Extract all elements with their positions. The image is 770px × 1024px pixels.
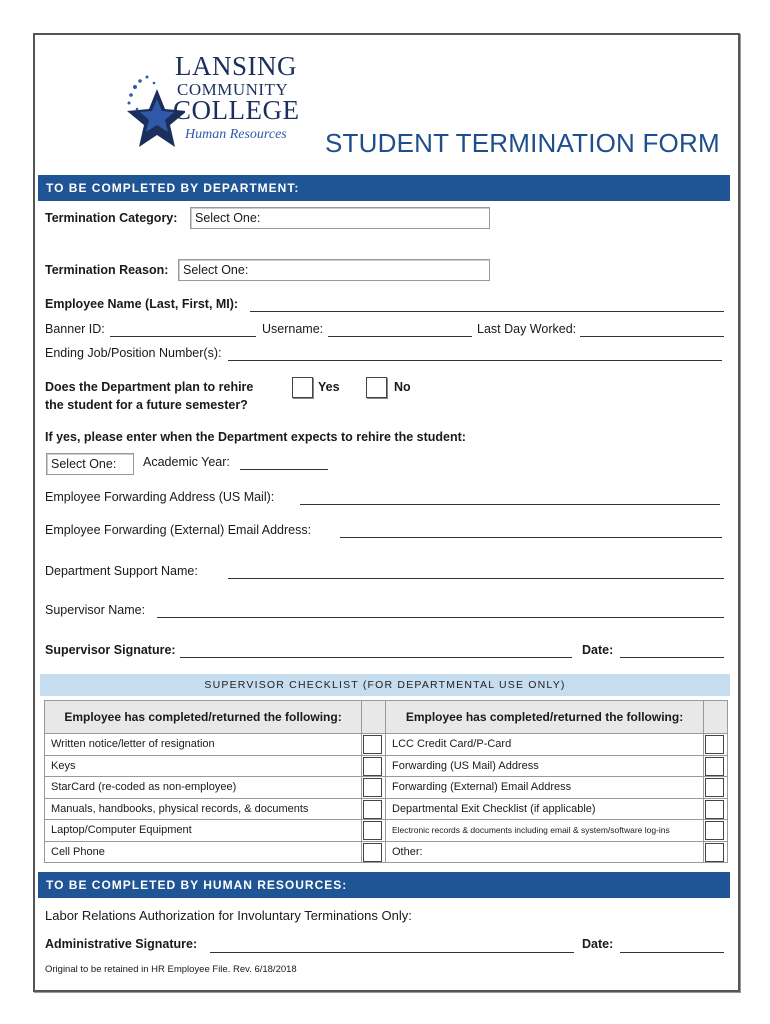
logo-text-community: COMMUNITY xyxy=(177,80,289,99)
semester-select[interactable]: Select One: xyxy=(46,453,134,475)
supervisor-signature-field[interactable] xyxy=(180,657,572,658)
checklist-checkbox[interactable] xyxy=(363,778,382,797)
username-field[interactable] xyxy=(328,336,472,337)
banner-id-field[interactable] xyxy=(110,336,256,337)
academic-year-field[interactable] xyxy=(240,469,328,470)
checklist-item: Cell Phone xyxy=(45,841,362,863)
checklist-item: Electronic records & documents including email & system/software log-ins xyxy=(386,820,704,842)
rehire-yes-checkbox[interactable] xyxy=(292,377,313,398)
checklist-checkbox[interactable] xyxy=(705,778,724,797)
star-logo-icon xyxy=(95,47,185,157)
dept-section-band: TO BE COMPLETED BY DEPARTMENT: xyxy=(38,175,730,201)
admin-signature-label: Administrative Signature: xyxy=(45,937,198,951)
forwarding-email-field[interactable] xyxy=(340,537,722,538)
college-logo xyxy=(95,47,305,167)
employee-name-field[interactable] xyxy=(250,311,724,312)
last-day-field[interactable] xyxy=(580,336,724,337)
checklist-checkbox[interactable] xyxy=(705,735,724,754)
supervisor-date-label: Date: xyxy=(582,643,614,657)
checklist-checkbox[interactable] xyxy=(363,843,382,862)
logo-text-college: COLLEGE xyxy=(173,95,300,125)
termination-category-select[interactable]: Select One: xyxy=(190,207,490,229)
supervisor-name-field[interactable] xyxy=(157,617,724,618)
checklist-checkbox[interactable] xyxy=(363,735,382,754)
if-yes-label: If yes, please enter when the Department expects to rehire the student: xyxy=(45,430,466,444)
checklist-checkbox[interactable] xyxy=(363,757,382,776)
checklist-left-header-box xyxy=(362,701,386,734)
logo-text-hr: Human Resources xyxy=(185,127,287,142)
checklist-item: Forwarding (US Mail) Address xyxy=(386,755,704,777)
ending-job-field[interactable] xyxy=(228,360,722,361)
forwarding-email-label: Employee Forwarding (External) Email Address: xyxy=(45,523,312,537)
termination-reason-label: Termination Reason: xyxy=(45,263,169,277)
username-label: Username: xyxy=(262,322,324,336)
rehire-no-label: No xyxy=(394,380,411,394)
admin-date-field[interactable] xyxy=(620,952,724,953)
admin-signature-field[interactable] xyxy=(210,952,574,953)
checklist-left-header: Employee has completed/returned the following: xyxy=(45,701,362,734)
checklist-right-header: Employee has completed/returned the following: xyxy=(386,701,704,734)
supervisor-signature-label: Supervisor Signature: xyxy=(45,643,176,657)
supervisor-date-field[interactable] xyxy=(620,657,724,658)
checklist-checkbox[interactable] xyxy=(363,821,382,840)
checklist-item: Manuals, handbooks, physical records, & documents xyxy=(45,798,362,820)
employee-name-label: Employee Name (Last, First, MI): xyxy=(45,297,239,311)
checklist-checkbox[interactable] xyxy=(705,757,724,776)
logo-text-lansing: LANSING xyxy=(175,51,297,81)
rehire-yes-label: Yes xyxy=(318,380,340,394)
ending-job-label: Ending Job/Position Number(s): xyxy=(45,346,222,360)
admin-date-label: Date: xyxy=(582,937,614,951)
dept-support-label: Department Support Name: xyxy=(45,564,198,578)
labor-relations-label: Labor Relations Authorization for Involuntary Terminations Only: xyxy=(45,908,412,923)
last-day-label: Last Day Worked: xyxy=(477,322,577,336)
rehire-question-line2: the student for a future semester? xyxy=(45,398,248,412)
forwarding-address-label: Employee Forwarding Address (US Mail): xyxy=(45,490,275,504)
table-row xyxy=(45,798,728,820)
checklist-item: Departmental Exit Checklist (if applicable) xyxy=(386,798,704,820)
checklist-band: SUPERVISOR CHECKLIST (FOR DEPARTMENTAL USE ONLY) xyxy=(40,674,730,696)
termination-reason-select[interactable]: Select One: xyxy=(178,259,490,281)
rehire-question-line1: Does the Department plan to rehire xyxy=(45,380,254,394)
checklist-item: Written notice/letter of resignation xyxy=(45,734,362,756)
checklist-right-header-box xyxy=(704,701,728,734)
rehire-no-checkbox[interactable] xyxy=(366,377,387,398)
checklist-item: LCC Credit Card/P-Card xyxy=(386,734,704,756)
footer-note: Original to be retained in HR Employee File. Rev. 6/18/2018 xyxy=(45,964,297,975)
banner-id-label: Banner ID: xyxy=(45,322,105,336)
checklist-item: Keys xyxy=(45,755,362,777)
checklist-checkbox[interactable] xyxy=(705,800,724,819)
checklist-checkbox[interactable] xyxy=(363,800,382,819)
table-row xyxy=(45,820,728,842)
table-row xyxy=(45,734,728,756)
hr-section-band: TO BE COMPLETED BY HUMAN RESOURCES: xyxy=(38,872,730,898)
form-title: STUDENT TERMINATION FORM xyxy=(325,128,720,158)
checklist-item: Other: xyxy=(386,841,704,863)
supervisor-name-label: Supervisor Name: xyxy=(45,603,146,617)
forwarding-address-field[interactable] xyxy=(300,504,720,505)
dept-support-field[interactable] xyxy=(228,578,724,579)
table-row xyxy=(45,841,728,863)
supervisor-checklist-table xyxy=(44,700,728,863)
checklist-checkbox[interactable] xyxy=(705,821,724,840)
academic-year-label: Academic Year: xyxy=(143,455,230,469)
termination-category-label: Termination Category: xyxy=(45,211,178,225)
checklist-item: Laptop/Computer Equipment xyxy=(45,820,362,842)
checklist-item: StarCard (re-coded as non-employee) xyxy=(45,777,362,799)
checklist-item: Forwarding (External) Email Address xyxy=(386,777,704,799)
checklist-checkbox[interactable] xyxy=(705,843,724,862)
table-row xyxy=(45,777,728,799)
table-row xyxy=(45,755,728,777)
